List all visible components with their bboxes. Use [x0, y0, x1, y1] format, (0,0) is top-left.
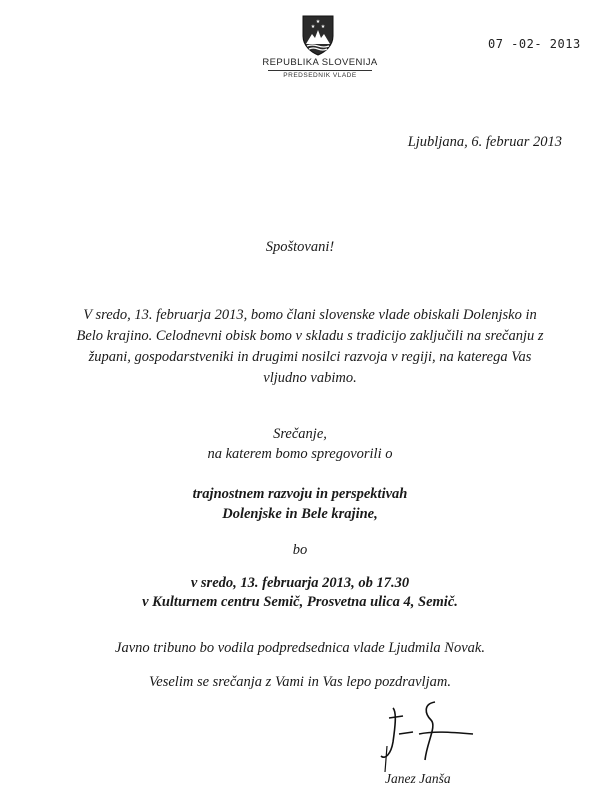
received-date-stamp: 07 -02- 2013: [488, 36, 581, 52]
meeting-topic-2: Dolenjske in Bele krajine,: [222, 506, 378, 522]
paragraph-line: župani, gospodarstveniki in drugimi nosilci razvoja v regiji, na katerega Vas: [88, 349, 532, 365]
salutation: Spoštovani!: [265, 239, 335, 255]
meeting-where: v Kulturnem centru Semič, Prosvetna ulica 4, Semič.: [142, 594, 458, 610]
meeting-line-2: na katerem bomo spregovorili o: [207, 446, 393, 462]
meeting-connector: bo: [292, 542, 308, 558]
signature: [375, 698, 485, 778]
moderator-line: Javno tribuno bo vodila podpredsednica vlade Ljudmila Novak.: [115, 640, 485, 656]
invitation-paragraph: [60, 305, 560, 389]
dateline: Ljubljana, 6. februar 2013: [407, 134, 562, 150]
paragraph-line: V sredo, 13. februarja 2013, bomo člani slovenske vlade obiskali Dolenjsko in: [83, 307, 537, 323]
meeting-when: v sredo, 13. februarja 2013, ob 17.30: [190, 575, 410, 591]
svg-text:★: ★: [310, 24, 316, 30]
signatory-name: Janez Janša: [385, 771, 451, 786]
org-name: REPUBLIKA SLOVENIJA: [262, 57, 378, 68]
org-subtitle: PREDSEDNIK VLADE: [283, 72, 357, 79]
svg-text:★: ★: [315, 19, 321, 25]
paragraph-line: vljudno vabimo.: [263, 370, 357, 386]
org-divider: [268, 70, 372, 71]
paragraph-line: Belo krajino. Celodnevni obisk bomo v skladu s tradicijo zaključili na srečanju z: [76, 328, 544, 344]
meeting-topic-1: trajnostnem razvoju in perspektivah: [192, 486, 408, 502]
closing-line: Veselim se srečanja z Vami in Vas lepo pozdravljam.: [149, 674, 451, 690]
coat-of-arms-icon: [301, 14, 335, 56]
meeting-line-1: Srečanje,: [273, 426, 327, 442]
svg-text:★: ★: [320, 24, 326, 30]
